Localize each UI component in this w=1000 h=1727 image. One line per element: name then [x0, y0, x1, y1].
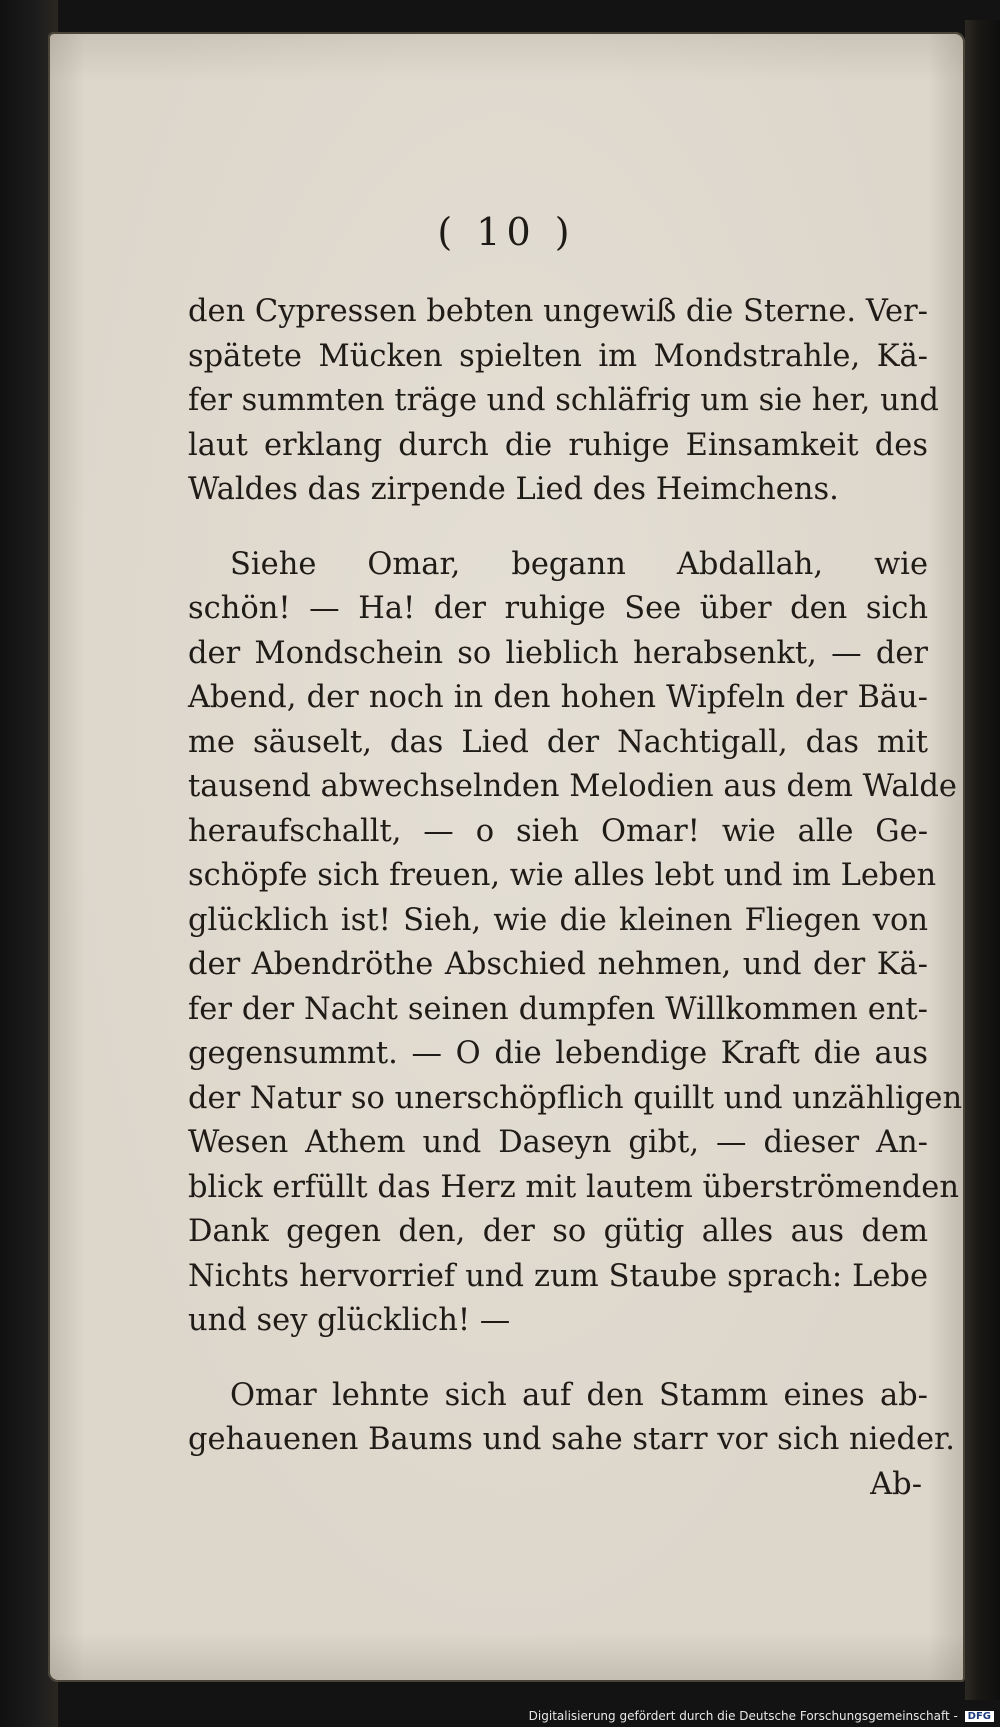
text-line: gehauenen Baums und sahe starr vor sich nieder.: [188, 1422, 955, 1457]
text-line: Omar lehnte sich auf den Stamm eines ab-: [230, 1377, 928, 1413]
paragraph-gap: [188, 1344, 928, 1374]
text-line: der Mondschein so lieblich herabsenkt, — der: [188, 635, 928, 671]
text-line: und sey glücklich! —: [188, 1303, 511, 1338]
text-line: glücklich ist! Sieh, wie die kleinen Fliegen von: [188, 902, 928, 938]
text-line: Dank gegen den, der so gütig alles aus dem: [188, 1214, 928, 1249]
book-edge-right: [965, 20, 1000, 1700]
text-line: tausend abwechselnden Melodien aus dem Walde: [188, 769, 957, 804]
text-line: blick erfüllt das Herz mit lautem überströmenden: [188, 1169, 959, 1205]
text-line: Nichts hervorrief und zum Staube sprach: Lebe: [188, 1258, 928, 1294]
paragraph-gap: [188, 513, 928, 543]
text-line: den Cypressen bebten ungewiß die Sterne. Ver-: [188, 294, 928, 329]
text-line: Waldes das zirpende Lied des Heimchens.: [188, 472, 839, 507]
credit-text: Digitalisierung gefördert durch die Deutsche Forschungsgemeinschaft -: [528, 1709, 958, 1723]
text-line: der Abendröthe Abschied nehmen, und der Kä-: [188, 947, 928, 982]
text-line: heraufschallt, — o sieh Omar! wie alle Ge-: [188, 813, 928, 849]
book-page: [48, 32, 965, 1682]
body-text: [188, 290, 963, 1507]
text-line: fer summten träge und schläfrig um sie her, und: [188, 383, 939, 418]
text-line: Siehe Omar, begann Abdallah, wie: [230, 546, 928, 582]
text-line: der Natur so unerschöpflich quillt und unzähligen: [188, 1080, 963, 1116]
text-line: schöpfe sich freuen, wie alles lebt und im Leben: [188, 858, 937, 893]
text-line: spätete Mücken spielten im Mondstrahle, Kä-: [188, 338, 928, 374]
dfg-logo: DFG: [965, 1711, 994, 1722]
page-number: ( 10 ): [437, 210, 576, 254]
digitization-credit: [529, 1709, 994, 1723]
text-line: Wesen Athem und Daseyn gibt, — dieser An-: [188, 1125, 928, 1160]
text-line: laut erklang durch die ruhige Einsamkeit des: [188, 427, 928, 463]
catchword: Ab-: [870, 1466, 922, 1502]
text-line: schön! — Ha! der ruhige See über den sich: [188, 591, 928, 626]
text-line: me säuselt, das Lied der Nachtigall, das mit: [188, 724, 928, 760]
text-line: Abend, der noch in den hohen Wipfeln der Bäu-: [188, 680, 928, 715]
text-line: gegensummt. — O die lebendige Kraft die aus: [188, 1036, 928, 1071]
text-line: fer der Nacht seinen dumpfen Willkommen ent-: [188, 991, 928, 1027]
